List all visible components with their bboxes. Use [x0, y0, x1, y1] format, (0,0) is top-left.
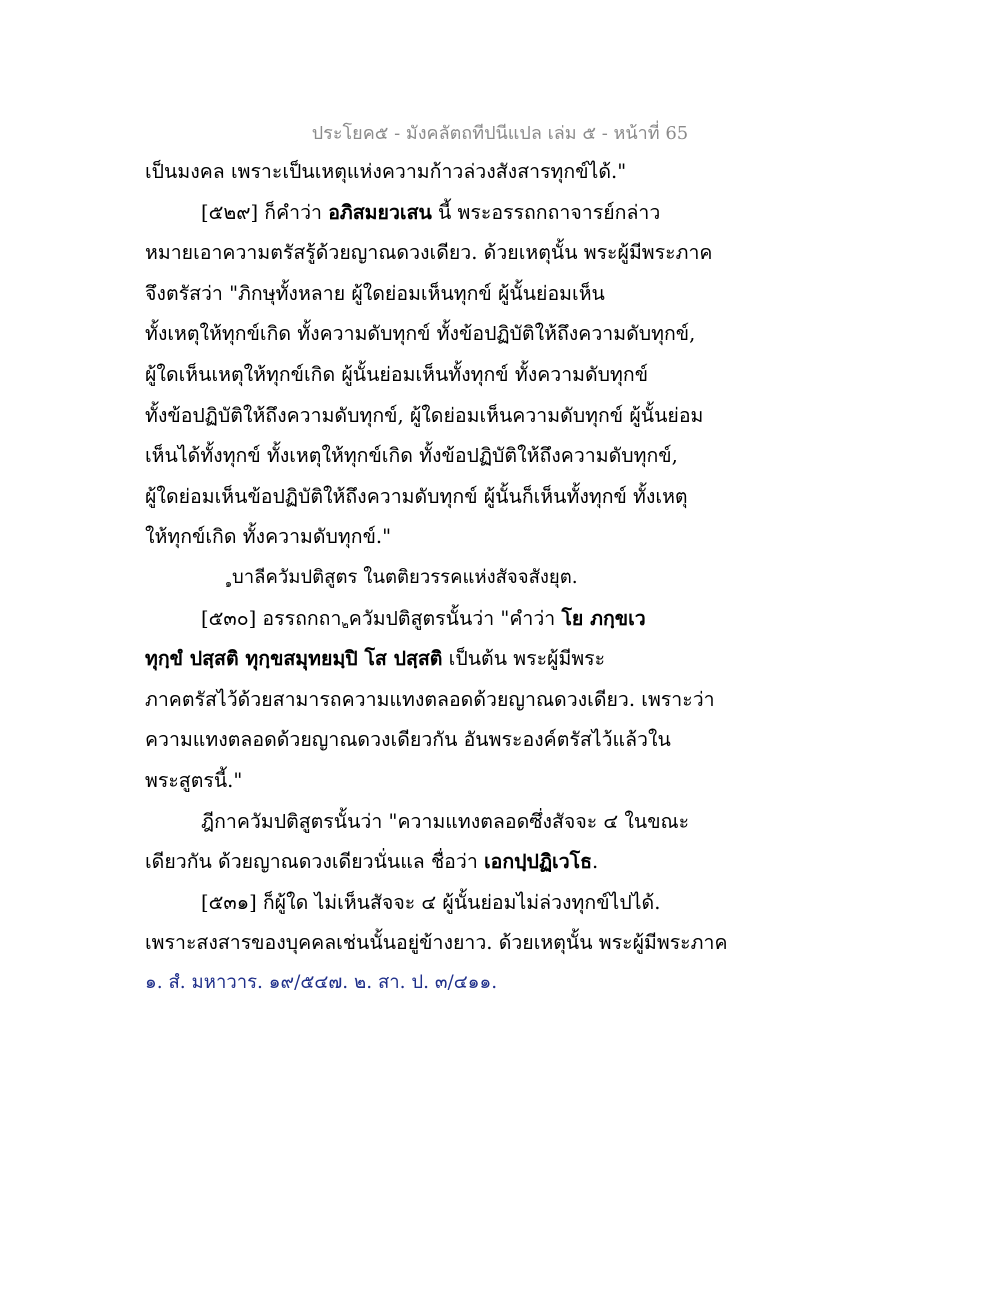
text-line: เห็นได้ทั้งทุกข์ ทั้งเหตุให้ทุกข์เกิด ทั้งข้อปฏิบัติให้ถึงความดับทุกข์, — [145, 444, 678, 468]
term-bold: อภิสมยวเสน — [328, 200, 432, 224]
text-line: ภาคตรัสไว้ด้วยสามารถความแทงตลอดด้วยญาณดวงเดียว. เพราะว่า — [145, 687, 715, 711]
text-line: ผู้ใดเห็นเหตุให้ทุกข์เกิด ผู้นั้นย่อมเห็นทั้งทุกข์ ทั้งความดับทุกข์ — [145, 362, 649, 386]
footnote-ref-line: $^๑$บาลีควัมปติสูตร ในตติยวรรคแห่งสัจจสังยุต. — [225, 566, 578, 590]
text-line: ให้ทุกข์เกิด ทั้งความดับทุกข์." — [145, 525, 392, 549]
text-line: ทุกฺขํ ปสฺสติ ทุกฺขสมุทยมฺปิ โส ปสฺสติ เป็นต้น พระผู้มีพระ — [145, 647, 606, 671]
text-line: ทั้งเหตุให้ทุกข์เกิด ทั้งความดับทุกข์ ทั้งข้อปฏิบัติให้ถึงความดับทุกข์, — [145, 322, 696, 346]
page-header: ประโยค๕ - มังคลัตถทีปนีแปล เล่ม ๕ - หน้าที่ 65 — [311, 123, 689, 144]
pali-bold: โย ภกฺขเว — [561, 606, 646, 630]
text-line: เดียวกัน ด้วยญาณดวงเดียวนั่นแล ชื่อว่า เอกปฺปฏิเวโธ. — [145, 850, 599, 874]
footnote-marker: ๑ — [225, 576, 232, 590]
pali-bold: ทุกฺขํ ปสฺสติ ทุกฺขสมุทยมฺปิ โส ปสฺสติ — [145, 647, 443, 671]
footnote: ๑. สํ. มหาวาร. ๑๙/๕๔๗. ๒. สา. ป. ๓/๔๑๑. — [145, 972, 498, 993]
paragraph-tika: ฎีกาควัมปติสูตรนั้นว่า "ความแทงตลอดซึ่งสัจจะ ๔ ในขณะ — [201, 809, 690, 833]
text-line: เพราะสงสารของบุคคลเช่นนั้นอยู่ข้างยาว. ด้วยเหตุนั้น พระผู้มีพระภาค — [145, 931, 728, 955]
text-line: พระสูตรนี้." — [145, 768, 243, 792]
text-line: จึงตรัสว่า "ภิกษุทั้งหลาย ผู้ใดย่อมเห็นทุกข์ ผู้นั้นย่อมเห็น — [145, 281, 605, 305]
text-line: ผู้ใดย่อมเห็นข้อปฏิบัติให้ถึงความดับทุกข์ ผู้นั้นก็เห็นทั้งทุกข์ ทั้งเหตุ — [145, 484, 688, 508]
paragraph-529: [๕๒๙] ก็คำว่า อภิสมยวเสน นี้ พระอรรถกถาจารย์กล่าว — [201, 200, 661, 224]
paragraph-531: [๕๓๑] ก็ผู้ใด ไม่เห็นสัจจะ ๔ ผู้นั้นย่อมไม่ล่วงทุกข์ไปได้. — [201, 890, 661, 914]
text-line: ทั้งข้อปฏิบัติให้ถึงความดับทุกข์, ผู้ใดย่อมเห็นความดับทุกข์ ผู้นั้นย่อม — [145, 403, 704, 427]
footnote-marker: ๒ — [341, 617, 349, 631]
term-bold: เอกปฺปฏิเวโธ — [484, 850, 593, 874]
text-line: หมายเอาความตรัสรู้ด้วยญาณดวงเดียว. ด้วยเหตุนั้น พระผู้มีพระภาค — [145, 241, 713, 265]
text-line: ความแทงตลอดด้วยญาณดวงเดียวกัน อันพระองค์ตรัสไว้แล้วใน — [145, 728, 671, 752]
text-line: เป็นมงคล เพราะเป็นเหตุแห่งความก้าวล่วงสังสารทุกข์ได้." — [145, 160, 627, 183]
document-body — [145, 152, 865, 964]
paragraph-530: [๕๓๐] อรรถกถา$^๒$ควัมปติสูตรนั้นว่า "คำว่า โย ภกฺขเว — [201, 606, 646, 631]
